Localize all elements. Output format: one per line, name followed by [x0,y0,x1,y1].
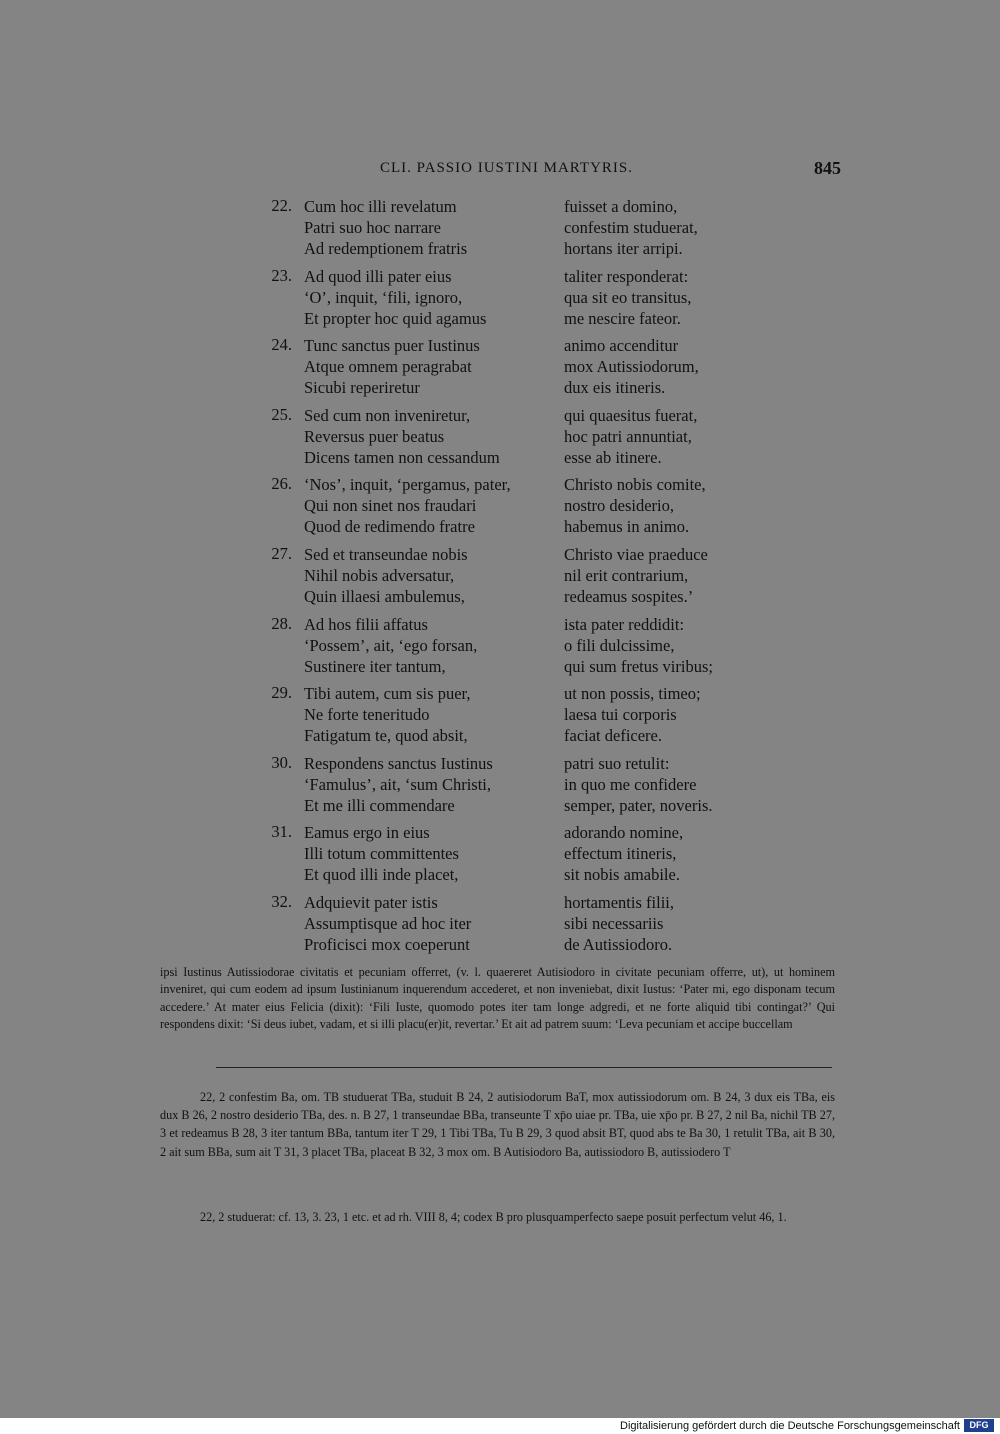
verse-line-right: sit nobis amabile. [564,865,680,885]
verse-line-right: confestim studuerat, [564,218,698,237]
verse-line-left: Dicens tamen non cessandum [304,447,500,467]
poem-stanzas [260,196,780,962]
verse-line-right: redeamus sospites.’ [564,586,694,606]
stanza [260,614,780,684]
verse-line-right: hortans iter arripi. [564,239,683,258]
verse-line-left: Quod de redimendo fratre [304,517,475,537]
stanza [260,266,780,336]
verse-line-left: Et quod illi inde placet, [304,865,459,885]
verse-line-left: Tibi autem, cum sis puer, [304,684,471,704]
stanza-number: 26. [271,474,292,494]
verse-line-left: Qui non sinet nos fraudari [304,496,477,516]
verse-line-left: Assumptisque ad hoc iter [304,913,472,933]
verse-line-left: Cum hoc illi revelatum [304,197,457,216]
verse-line-left: Fatigatum te, quod absit, [304,726,468,746]
stanza-number: 28. [271,613,292,633]
verse-line-left: Ad quod illi pater eius [304,266,452,286]
stanza [260,544,780,614]
prose-version-text: ipsi Iustinus Autissiodorae civitatis et pecuniam offerret, (v. l. quaereret Autisiodoro in civitate pecuniam offerre, ut), ut hominem inveniret, qui cum eodem ad ipsum Iustinianum inquerendum accederet, et non inveniebat, dixit Iustus: ‘Pater mi, ego disponam tecum accedere.’ At mater eius Felicia (dixit): ‘Fili Iuste, quomodo potes iter tam longe adgredi, et ne forte aliquid tibi contingat?’ Qui respondens dixit: ‘Si deus iubet, vadam, et si illi placu(er)it, revertar.’ Et ait ad patrem suum: ‘Leva pecuniam et accipe buccellam [160,965,835,1031]
critical-apparatus: 22, 2 confestim Ba, om. TB studuerat TBa, studuit B 24, 2 autisiodorum BaT, mox autissiodorum om. B 24, 3 dux eis TBa, eis dux B 26, 2 nostro desiderio TBa, des. n. B 27, 1 transeundae BBa, transeunte T xp̄o uiae pr. TBa, uie xp̄o pr. B 27, 2 nil Ba, nichil TB 27, 3 et redeamus B 28, 3 iter tantum BBa, tantum iter T 29, 1 Tibi TBa, Tu B 29, 3 quod absit BT, quod abs te Ba 30, 1 retulit TBa, ait B 30, 2 ait sum BBa, sum ait T 31, 3 placet TBa, placeat B 32, 3 mox om. B Autisiodoro Ba, autissiodoro B, autissiodero T [160,1090,835,1159]
verse-line-right: adorando nomine, [564,823,684,843]
verse-line-left: Sustinere iter tantum, [304,656,446,676]
verse-line-right: nostro desiderio, [564,496,674,516]
verse-line-left: Ad redemptionem fratris [304,239,468,258]
footnote-divider [216,1067,832,1068]
stanza [260,474,780,544]
verse-line-right: ut non possis, timeo; [564,684,701,704]
running-head: CLI. PASSIO IUSTINI MARTYRIS. [380,160,633,176]
stanza-number: 31. [271,822,292,842]
verse-line-left: Proficisci mox coeperunt [304,934,470,954]
verse-line-left: ‘O’, inquit, ‘fili, ignoro, [304,287,463,307]
verse-line-right: in quo me confidere [564,774,697,794]
verse-line-right: qui sum fretus viribus; [564,656,713,676]
verse-line-left: Nihil nobis adversatur, [304,565,455,585]
verse-line-left: Sed cum non inveniretur, [304,405,471,425]
verse-line-right: ista pater reddidit: [564,614,685,634]
verse-line-right: o fili dulcissime, [564,635,675,655]
stanza-number: 24. [271,335,292,355]
verse-line-right: faciat deficere. [564,726,663,746]
verse-line-right: de Autissiodoro. [564,934,673,954]
stanza-number: 29. [271,683,292,703]
verse-line-right: animo accenditur [564,336,679,356]
verse-line-left: ‘Nos’, inquit, ‘pergamus, pater, [304,475,511,495]
verse-line-right: sibi necessariis [564,913,664,933]
verse-line-left: ‘Famulus’, ait, ‘sum Christi, [304,774,491,794]
verse-line-left: Respondens sanctus Iustinus [304,753,493,773]
dfg-logo-icon: DFG [964,1419,994,1432]
stanza [260,405,780,475]
stanza [260,753,780,823]
verse-line-right: mox Autissiodorum, [564,357,699,377]
verse-line-left: Eamus ergo in eius [304,823,430,843]
stanza-number: 22. [271,196,292,215]
verse-line-left: Reversus puer beatus [304,426,445,446]
stanza-number: 23. [271,265,292,285]
funding-credit: Digitalisierung gefördert durch die Deutsche Forschungsgemeinschaft [620,1420,960,1432]
verse-line-right: semper, pater, noveris. [564,795,713,815]
verse-line-right: qui quaesitus fuerat, [564,405,698,425]
verse-line-right: qua sit eo transitus, [564,287,692,307]
stanza [260,196,780,266]
verse-line-left: Patri suo hoc narrare [304,218,441,237]
verse-line-left: Et me illi commendare [304,795,455,815]
page-number: 845 [814,158,841,178]
verse-line-left: Sed et transeundae nobis [304,544,468,564]
verse-line-right: laesa tui corporis [564,705,677,725]
verse-line-left: Ne forte teneritudo [304,705,430,725]
verse-line-right: Christo viae praeduce [564,544,708,564]
verse-line-left: Illi totum committentes [304,844,459,864]
verse-line-right: nil erit contrarium, [564,565,689,585]
verse-line-left: Sicubi reperiretur [304,378,420,398]
stanza-number: 27. [271,543,292,563]
stanza [260,335,780,405]
stanza [260,822,780,892]
stanza-number: 32. [271,891,292,911]
verse-line-left: Et propter hoc quid agamus [304,308,487,328]
verse-line-left: Atque omnem peragrabat [304,357,472,377]
verse-line-right: hortamentis filii, [564,892,674,912]
editorial-notes: 22, 2 studuerat: cf. 13, 3. 23, 1 etc. et ad rh. VIII 8, 4; codex B pro plusquamperfecto saepe posuit perfectum velut 46, 1. [200,1210,787,1224]
verse-line-right: hoc patri annuntiat, [564,426,692,446]
stanza [260,892,780,962]
verse-line-right: habemus in animo. [564,517,690,537]
verse-line-left: Adquievit pater istis [304,892,438,912]
verse-line-right: taliter responderat: [564,266,689,286]
verse-line-left: Tunc sanctus puer Iustinus [304,336,480,356]
verse-line-right: effectum itineris, [564,844,677,864]
verse-line-right: esse ab itinere. [564,447,662,467]
verse-line-right: patri suo retulit: [564,753,670,773]
verse-line-right: dux eis itineris. [564,378,666,398]
stanza [260,683,780,753]
verse-line-right: me nescire fateor. [564,308,681,328]
stanza-number: 25. [271,404,292,424]
verse-line-left: Quin illaesi ambulemus, [304,586,465,606]
verse-line-left: Ad hos filii affatus [304,614,428,634]
verse-line-right: fuisset a domino, [564,197,678,216]
verse-line-right: Christo nobis comite, [564,475,706,495]
stanza-number: 30. [271,752,292,772]
verse-line-left: ‘Possem’, ait, ‘ego forsan, [304,635,478,655]
